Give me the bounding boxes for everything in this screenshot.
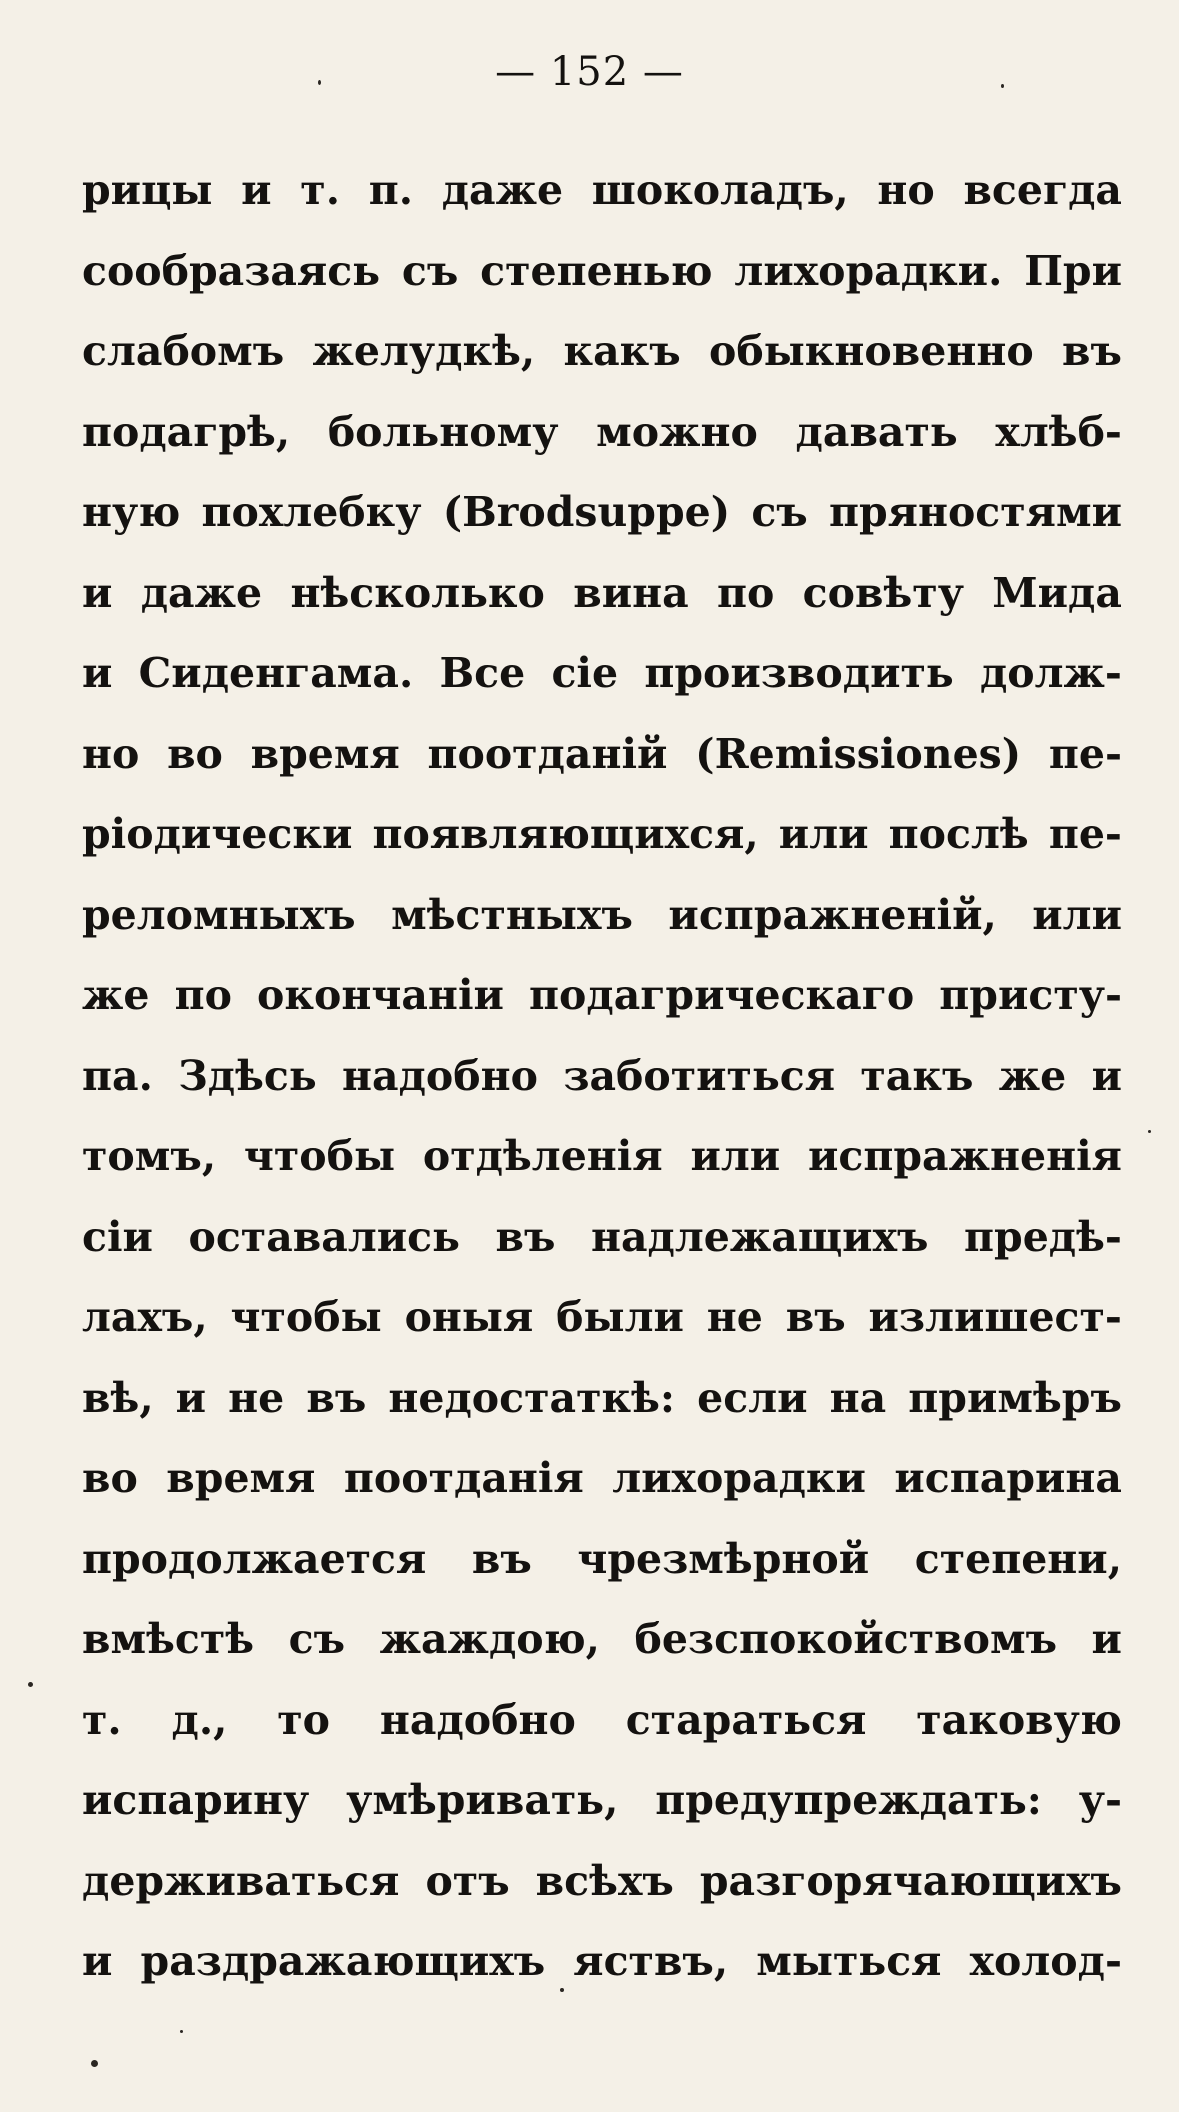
text-line xyxy=(82,392,1122,473)
ink-speck xyxy=(91,2060,98,2067)
word: давать xyxy=(795,407,958,456)
word: поотданій xyxy=(427,729,668,778)
word: заботиться xyxy=(563,1051,836,1100)
word: стараться xyxy=(625,1695,867,1744)
word: мѣстныхъ xyxy=(391,890,633,939)
word: лихорадки. xyxy=(734,246,1003,295)
word: Сиденгама. xyxy=(138,649,414,697)
word: сіе xyxy=(551,649,619,697)
word: и xyxy=(241,166,272,214)
word: не xyxy=(228,1373,285,1422)
word: д., xyxy=(171,1695,228,1744)
word: п. xyxy=(368,166,413,214)
word: пе- xyxy=(1048,729,1122,778)
word: таковую xyxy=(916,1695,1122,1744)
word: и xyxy=(1091,1051,1122,1100)
word: и xyxy=(1091,1615,1122,1663)
text-line xyxy=(82,1599,1122,1680)
text-line xyxy=(82,1680,1122,1761)
word: поотданія xyxy=(343,1454,584,1502)
word: подагрическаго xyxy=(529,971,915,1019)
word: не xyxy=(706,1293,763,1341)
word: въ xyxy=(306,1373,367,1422)
word: съ xyxy=(751,488,808,536)
word: на xyxy=(829,1373,887,1422)
word: недостаткѣ: xyxy=(388,1373,676,1422)
word: безспокойствомъ xyxy=(634,1615,1058,1663)
word: испарина xyxy=(894,1454,1122,1502)
word: пряностями xyxy=(828,488,1122,536)
word: по xyxy=(174,971,232,1019)
word: держиваться xyxy=(82,1856,400,1905)
word: окончаніи xyxy=(257,971,504,1019)
word: но xyxy=(877,166,935,214)
word: подагрѣ, xyxy=(82,407,291,456)
word: пе- xyxy=(1048,810,1122,858)
word: т. xyxy=(300,166,340,214)
word: были xyxy=(556,1293,684,1341)
word: оныя xyxy=(404,1293,534,1341)
word: Мида xyxy=(992,568,1122,617)
word: ную xyxy=(82,488,181,536)
word: холод- xyxy=(969,1937,1122,1985)
text-line xyxy=(82,794,1122,875)
word: ріодически xyxy=(82,810,353,858)
word: если xyxy=(697,1373,808,1422)
word: отдѣленія xyxy=(422,1132,663,1180)
word: чтобы xyxy=(230,1293,382,1341)
text-line xyxy=(82,1197,1122,1278)
word: умѣривать, xyxy=(346,1776,619,1824)
word: послѣ xyxy=(888,810,1029,858)
word: производить xyxy=(644,649,954,697)
word: время xyxy=(250,729,400,778)
word: въ xyxy=(471,1534,532,1583)
word: совѣту xyxy=(802,568,964,617)
word: лахъ, xyxy=(82,1293,208,1341)
word: у- xyxy=(1078,1776,1122,1824)
word: оставались xyxy=(188,1212,460,1261)
text-line xyxy=(82,311,1122,392)
word: степени, xyxy=(914,1534,1122,1583)
text-line xyxy=(82,1841,1122,1922)
text-line xyxy=(82,1277,1122,1358)
ink-speck xyxy=(1148,1130,1151,1133)
word: появляющихся, xyxy=(372,810,759,858)
text-line xyxy=(82,714,1122,795)
text-line xyxy=(82,231,1122,312)
word: и xyxy=(175,1373,207,1422)
word: яствъ, xyxy=(573,1937,729,1985)
word: (Remissiones) xyxy=(695,729,1022,778)
word: можно xyxy=(596,407,758,456)
word: (Brodsuppe) xyxy=(442,488,731,536)
word: или xyxy=(778,810,869,858)
word: При xyxy=(1024,246,1122,295)
word: Все xyxy=(439,649,526,697)
text-line xyxy=(82,472,1122,553)
word: шоколадъ, xyxy=(591,166,849,214)
text-line xyxy=(82,1760,1122,1841)
word: всегда xyxy=(963,166,1122,214)
word: па. xyxy=(82,1051,153,1100)
word: время xyxy=(166,1454,316,1502)
word: испражненія xyxy=(807,1132,1122,1180)
word: жаждою, xyxy=(379,1615,600,1663)
word: отъ xyxy=(425,1856,510,1905)
word: томъ, xyxy=(82,1132,217,1180)
word: степенью xyxy=(480,246,713,295)
word: предѣ- xyxy=(964,1212,1122,1261)
text-line xyxy=(82,633,1122,714)
word: примѣръ xyxy=(908,1373,1122,1422)
word: но xyxy=(82,729,140,778)
word: испарину xyxy=(82,1776,310,1824)
word: разгорячающихъ xyxy=(699,1856,1122,1905)
page-number: — 152 — xyxy=(495,49,684,95)
word: сіи xyxy=(82,1212,153,1261)
word: предупреждать: xyxy=(655,1776,1042,1824)
word: во xyxy=(82,1454,138,1502)
word: же xyxy=(82,971,150,1019)
text-line xyxy=(82,150,1122,231)
word: по xyxy=(717,568,775,617)
word: съ xyxy=(288,1615,346,1663)
ink-speck xyxy=(318,80,321,85)
text-line xyxy=(82,1438,1122,1519)
word: даже xyxy=(140,568,263,617)
word: или xyxy=(1032,890,1122,939)
word: продолжается xyxy=(82,1534,427,1583)
word: обыкновенно xyxy=(709,327,1034,375)
text-line xyxy=(82,1358,1122,1439)
text-line xyxy=(82,955,1122,1036)
word: т. xyxy=(82,1695,122,1744)
word: похлебку xyxy=(201,488,422,536)
text-line xyxy=(82,1921,1122,2002)
word: мыться xyxy=(756,1937,942,1985)
word: сообразаясь xyxy=(82,246,381,295)
word: чтобы xyxy=(243,1132,396,1180)
text-line xyxy=(82,1036,1122,1117)
word: въ xyxy=(495,1212,556,1261)
word: даже xyxy=(441,166,564,214)
word: вина xyxy=(573,568,689,617)
word: рицы xyxy=(82,166,213,214)
word: Здѣсь xyxy=(178,1051,317,1100)
word: во xyxy=(167,729,223,778)
word: реломныхъ xyxy=(82,890,356,939)
text-line xyxy=(82,1519,1122,1600)
word: въ xyxy=(1062,327,1122,375)
word: излишест- xyxy=(868,1293,1122,1341)
word: слабомъ xyxy=(82,327,285,375)
word: вмѣстѣ xyxy=(82,1615,255,1663)
word: и xyxy=(82,1937,113,1985)
word: нѣсколько xyxy=(290,568,545,617)
word: или xyxy=(690,1132,781,1180)
word: такъ xyxy=(860,1051,974,1100)
word: какъ xyxy=(563,327,681,375)
word: надобно xyxy=(342,1051,538,1100)
word: чрезмѣрной xyxy=(577,1534,870,1583)
ink-speck xyxy=(1001,84,1004,88)
word: въ xyxy=(785,1293,846,1341)
word: же xyxy=(998,1051,1067,1100)
word: всѣхъ xyxy=(535,1856,674,1905)
ink-speck xyxy=(560,1988,564,1992)
word: присту- xyxy=(939,971,1122,1019)
word: вѣ, xyxy=(82,1373,154,1422)
ink-speck xyxy=(180,2030,183,2033)
ink-speck xyxy=(28,1682,33,1687)
text-line xyxy=(82,875,1122,956)
word: долж- xyxy=(979,649,1122,697)
word: раздражающихъ xyxy=(140,1937,546,1985)
word: надобно xyxy=(379,1695,576,1744)
word: то xyxy=(277,1695,331,1744)
word: съ xyxy=(401,246,459,295)
word: испражненій, xyxy=(668,890,997,939)
word: надлежащихъ xyxy=(590,1212,929,1261)
text-line xyxy=(82,553,1122,634)
body-text xyxy=(82,150,1122,2002)
word: хлѣб- xyxy=(995,407,1122,456)
word: желудкѣ, xyxy=(312,327,536,375)
word: и xyxy=(82,568,113,617)
text-line xyxy=(82,1116,1122,1197)
word: больному xyxy=(327,407,559,456)
word: и xyxy=(82,649,113,697)
word: лихорадки xyxy=(612,1454,866,1502)
